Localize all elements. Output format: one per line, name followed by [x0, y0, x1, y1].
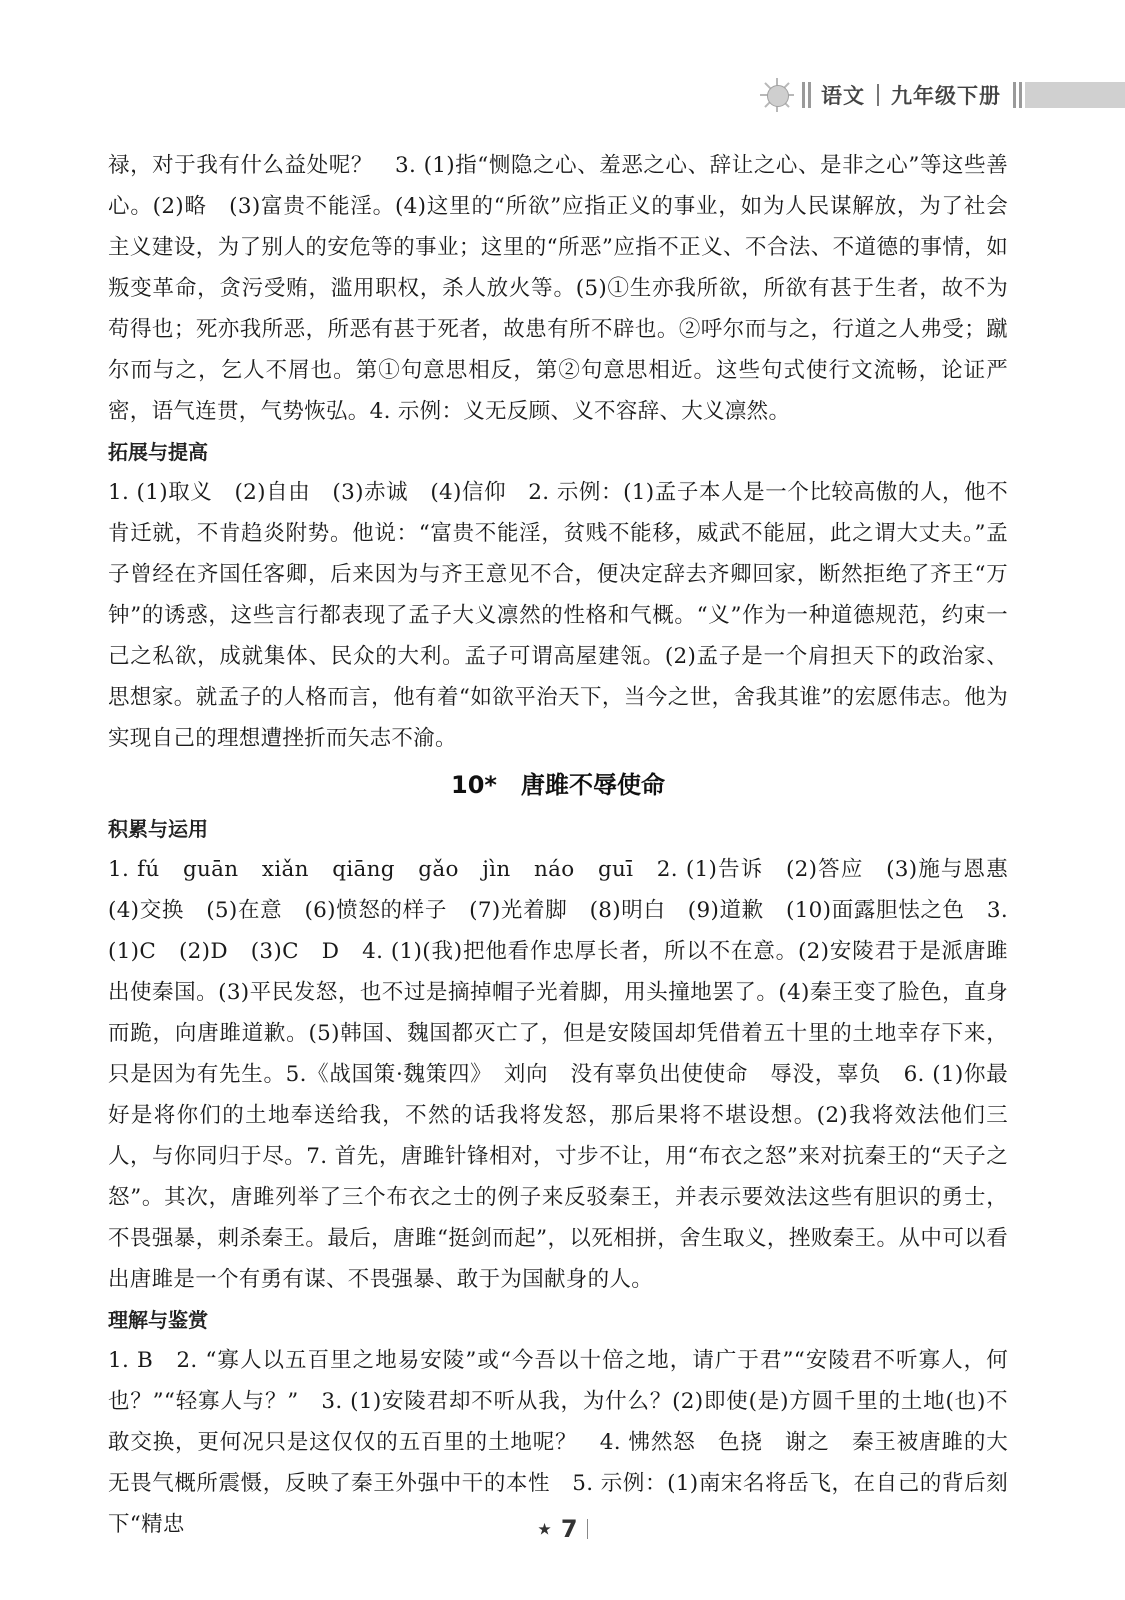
section-heading: 拓展与提高 [108, 440, 208, 464]
sun-icon [760, 78, 794, 112]
page-number: 7 [560, 1515, 578, 1543]
header-grade: 九年级下册 [891, 84, 1001, 108]
section-heading: 理解与鉴赏 [108, 1308, 208, 1332]
lesson-title: 10* 唐雎不辱使命 [451, 771, 665, 799]
header-subject: 语文 [821, 84, 865, 108]
header-bars-decoration [802, 82, 811, 108]
answer-paragraph: 1. fú guān xiǎn qiāng gǎo jìn náo guī 2. (1)告诉 (2)答应 (3)施与恩惠 (4)交换 (5)在意 (6)愤怒的样子 (7)光着脚 (8)明白 (9)道歉 (10)面露胆怯之色 3. (1)C (2)D (3)C D 4. (1)(我)把他看作忠厚长者，所以不在意。(2)安陵君于是派唐雎出使秦国。(3)平民发怒，也不过是摘掉帽子光着脚，用头撞地罢了。(4)秦王变了脸色，直身而跪，向唐雎道歉。(5)韩国、魏国都灭亡了，但是安陵国却凭借着五十里的土地幸存下来，只是因为有先生。5.《战国策·魏策四》 刘向 没有辜负出使使命 辱没，辜负 6. (1)你最好是将你们的土地奉送给我，不然的话我将发怒，那后果将不堪设想。(2)我将效法他们三人，与你同归于尽。7. 首先，唐雎针锋相对，寸步不让，用“布衣之怒”来对抗秦王的“天子之怒”。其次，唐雎列举了三个布衣之士的例子来反驳秦王，并表示要效法这些有胆识的勇士，不畏强暴，刺杀秦王。最后，唐雎“挺剑而起”，以死相拼，舍生取义，挫败秦王。从中可以看出唐雎是一个有勇有谋、不畏强暴、敢于为国献身的人。 [108, 857, 1030, 1292]
section-heading: 积累与运用 [108, 817, 208, 841]
answer-paragraph: 1. (1)取义 (2)自由 (3)赤诚 (4)信仰 2. 示例：(1)孟子本人是一个比较高傲的人，他不肯迁就，不肯趋炎附势。他说：“富贵不能淫，贫贱不能移，威武不能屈，此之谓大丈夫。”孟子曾经在齐国任客卿，后来因为与齐王意见不合，便决定辞去齐卿回家，断然拒绝了齐王“万钟”的诱惑，这些言行都表现了孟子大义凛然的性格和气概。“义”作为一种道德规范，约束一己之私欲，成就集体、民众的大利。孟子可谓高屋建瓴。(2)孟子是一个肩担天下的政治家、思想家。就孟子的人格而言，他有着“如欲平治天下，当今之世，舍我其谁”的宏愿伟志。他为实现自己的理想遭挫折而矢志不渝。 [108, 480, 1008, 751]
header-tail-decoration [1013, 82, 1125, 108]
answer-paragraph: 禄，对于我有什么益处呢？ 3. (1)指“恻隐之心、羞恶之心、辞让之心、是非之心”等这些善心。(2)略 (3)富贵不能淫。(4)这里的“所欲”应指正义的事业，如为人民谋解放，为了社会主义建设，为了别人的安危等的事业；这里的“所恶”应指不正义、不合法、不道德的事情，如叛变革命，贪污受贿，滥用职权，杀人放火等。(5)①生亦我所欲，所欲有甚于生者，故不为苟得也；死亦我所恶，所恶有甚于死者，故患有所不辟也。②呼尔而与之，行道之人弗受；蹴尔而与之，乞人不屑也。第①句意思相反，第②句意思相近。这些句式使行文流畅，论证严密，语气连贯，气势恢弘。4. 示例：义无反顾、义不容辞、大义凛然。 [108, 153, 1008, 424]
star-icon: ★ [537, 1519, 552, 1539]
answer-content [108, 145, 1030, 1545]
page-footer [0, 1515, 1125, 1543]
answer-paragraph: 1. B 2. “寡人以五百里之地易安陵”或“今吾以十倍之地，请广于君”“安陵君不听寡人，何也？”“轻寡人与？” 3. (1)安陵君却不听从我，为什么？(2)即使(是)方圆千里的土地(也)不敢交换，更何况只是这仅仅的五百里的土地呢？ 4. 怫然怒 色挠 谢之 秦王被唐雎的大无畏气概所震慑，反映了秦王外强中干的本性 5. 示例：(1)南宋名将岳飞，在自己的背后刻下“精忠 [108, 1348, 1008, 1537]
footer-divider [587, 1519, 588, 1539]
header-separator [877, 84, 879, 106]
page-header [760, 70, 1125, 120]
